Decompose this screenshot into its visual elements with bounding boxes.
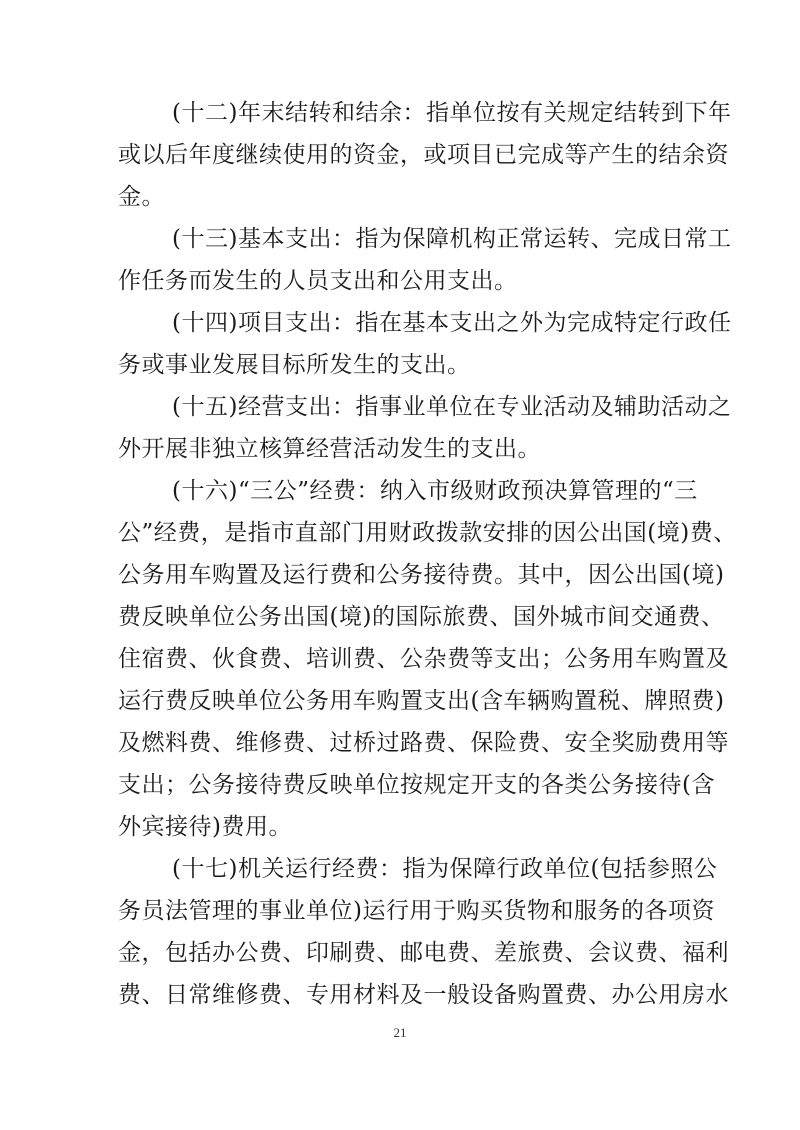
paragraph-16-line-3: 公务用车购置及运行费和公务接待费。其中，因公出国(境) — [118, 562, 725, 588]
paragraph-14-line-2: 务或事业发展目标所发生的支出。 — [118, 352, 471, 378]
paragraph-16-line-8: 支出；公务接待费反映单位按规定开支的各类公务接待(含 — [118, 772, 715, 798]
paragraph-13-line-1: (十三)基本支出：指为保障机构正常运转、完成日常工 — [172, 226, 732, 252]
paragraph-17-line-1: (十七)机关运行经费：指为保障行政单位(包括参照公 — [172, 856, 718, 882]
paragraph-16-line-1: (十六)“三公”经费：纳入市级财政预决算管理的“三 — [172, 478, 698, 504]
paragraph-16-line-4: 费反映单位公务出国(境)的国际旅费、国外城市间交通费、 — [118, 604, 725, 630]
paragraph-13-line-2: 作任务而发生的人员支出和公用支出。 — [118, 268, 518, 294]
paragraph-15-line-2: 外开展非独立核算经营活动发生的支出。 — [118, 436, 541, 462]
paragraph-14-line-1: (十四)项目支出：指在基本支出之外为完成特定行政任 — [172, 310, 732, 336]
paragraph-17-line-4: 费、日常维修费、专用材料及一般设备购置费、办公用房水 — [118, 982, 729, 1008]
paragraph-16-line-2: 公”经费，是指市直部门用财政拨款安排的因公出国(境)费、 — [118, 520, 737, 546]
paragraph-17-line-3: 金，包括办公费、印刷费、邮电费、差旅费、会议费、福利 — [118, 940, 729, 966]
paragraph-16-line-7: 及燃料费、维修费、过桥过路费、保险费、安全奖励费用等 — [118, 730, 729, 756]
paragraph-16-line-6: 运行费反映单位公务用车购置支出(含车辆购置税、牌照费) — [118, 688, 725, 714]
paragraph-15-line-1: (十五)经营支出：指事业单位在专业活动及辅助活动之 — [172, 394, 732, 420]
page-number: 21 — [393, 1025, 407, 1040]
paragraph-17-line-2: 务员法管理的事业单位)运行用于购买货物和服务的各项资 — [118, 898, 715, 924]
paragraph-12-line-2: 或以后年度继续使用的资金，或项目已完成等产生的结余资 — [118, 142, 729, 168]
paragraph-16-line-5: 住宿费、伙食费、培训费、公杂费等支出；公务用车购置及 — [118, 646, 729, 672]
paragraph-16-line-9: 外宾接待)费用。 — [118, 814, 292, 840]
paragraph-12-line-1: (十二)年末结转和结余：指单位按有关规定结转到下年 — [172, 100, 732, 126]
paragraph-12-line-3: 金。 — [118, 184, 165, 210]
